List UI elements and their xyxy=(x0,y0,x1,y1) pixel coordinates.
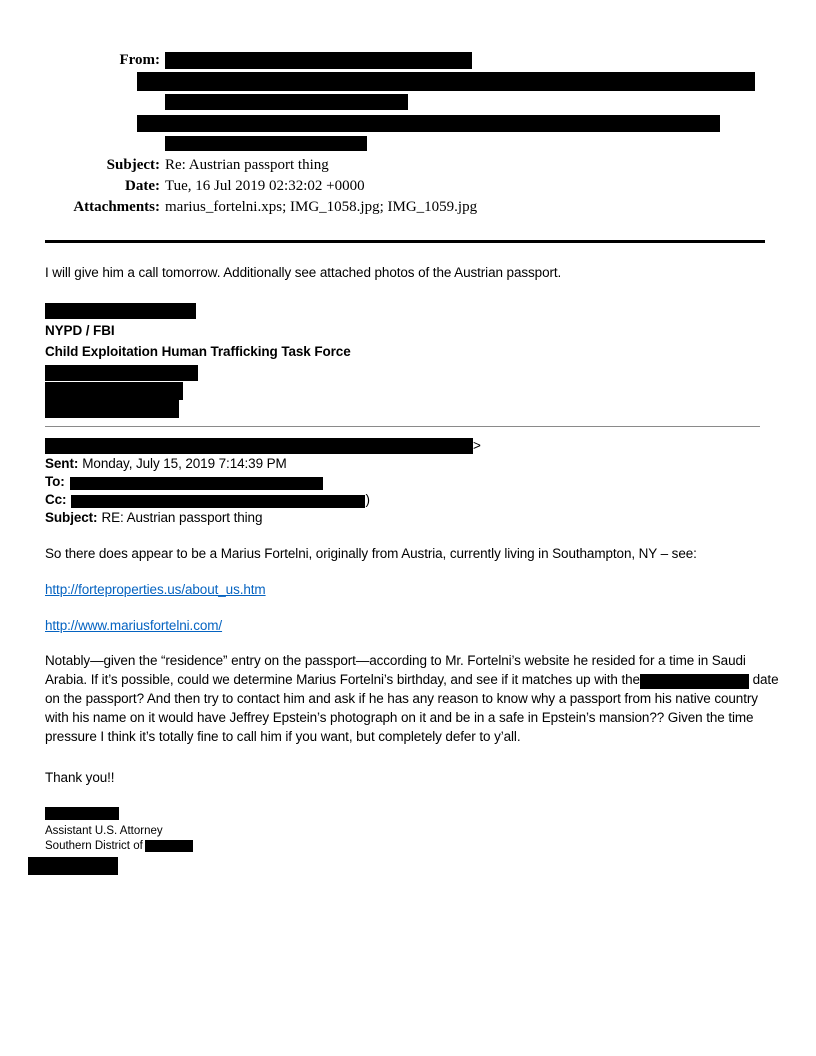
attorney-title: Assistant U.S. Attorney xyxy=(45,825,163,837)
quoted-from-redaction-bar xyxy=(45,438,473,454)
to-label: To: xyxy=(45,474,65,489)
header-row-redacted-2 xyxy=(40,92,816,113)
forteproperties-link[interactable]: http://forteproperties.us/about_us.htm xyxy=(45,582,266,597)
attorney-phone-redaction-bar xyxy=(28,857,118,875)
date-value: Tue, 16 Jul 2019 02:32:02 +0000 xyxy=(165,178,365,194)
thanks-text: Thank you!! xyxy=(45,770,115,785)
quoted-intro-paragraph: So there does appear to be a Marius Fortelni, originally from Austria, currently living in Southampton, NY – see: xyxy=(45,546,697,561)
attorney-name-redaction-bar xyxy=(45,807,119,820)
header-row-attachments xyxy=(40,197,816,218)
header-row-redacted-1 xyxy=(40,71,816,92)
signature-unit: Child Exploitation Human Trafficking Task Force xyxy=(45,344,351,359)
quoted-subject-value: RE: Austrian passport thing xyxy=(101,510,263,525)
header-redaction-bar-3 xyxy=(137,115,720,132)
mariusfortelni-link[interactable]: http://www.mariusfortelni.com/ xyxy=(45,618,223,633)
quoted-main-paragraph xyxy=(45,651,785,746)
header-row-subject xyxy=(40,155,816,176)
signature-redaction-bar-3 xyxy=(45,400,179,418)
quoted-from-line xyxy=(45,437,816,455)
signature-org: NYPD / FBI xyxy=(45,323,115,338)
cc-label: Cc: xyxy=(45,492,67,507)
from-label: From: xyxy=(119,52,160,68)
date-label: Date: xyxy=(125,178,160,194)
sent-label: Sent: xyxy=(45,456,79,471)
header-redaction-bar-4 xyxy=(165,136,367,151)
signature-redaction-bar-2 xyxy=(45,382,183,400)
link-line-2 xyxy=(45,616,816,635)
quoted-cc-line xyxy=(45,491,816,509)
quoted-to-line xyxy=(45,473,816,491)
to-redaction-bar xyxy=(70,477,323,490)
attachments-value: marius_fortelni.xps; IMG_1058.jpg; IMG_1059.jpg xyxy=(165,199,478,215)
quoted-email-divider xyxy=(45,426,760,427)
subject-label: Subject: xyxy=(106,157,160,173)
quoted-from-suffix: > xyxy=(473,438,481,453)
quoted-sent-line xyxy=(45,455,816,473)
header-row-redacted-3 xyxy=(40,113,816,134)
header-divider xyxy=(45,240,765,243)
from-redaction-bar xyxy=(165,52,472,69)
reply-body-text: I will give him a call tomorrow. Additionally see attached photos of the Austrian passport. xyxy=(45,265,562,280)
quoted-subject-line xyxy=(45,509,816,527)
header-redaction-bar-1 xyxy=(137,72,755,91)
cc-redaction-bar xyxy=(71,495,365,508)
birthdate-redaction-bar xyxy=(640,674,749,689)
reply-signature-block xyxy=(45,303,816,418)
main-paragraph-post-text: date on the passport? And then try to contact him and ask if he has any reason to know why a passport from his native country with his name on it would have Jeffrey Epstein’s photograph on it and be in a safe in Epstein’s mansion?? Given the time pressure I think it’s totally fine to call him if you want, but completely defer to y’all. xyxy=(45,672,779,744)
attachments-label: Attachments: xyxy=(73,199,160,215)
link-line-1 xyxy=(45,580,816,599)
cc-suffix: ) xyxy=(365,492,370,507)
header-row-from xyxy=(40,50,816,71)
quoted-subject-label: Subject: xyxy=(45,510,98,525)
mail-header xyxy=(40,50,816,218)
district-text: Southern District of xyxy=(45,839,143,852)
signer-name-redaction-bar xyxy=(45,303,196,319)
header-row-redacted-4 xyxy=(40,134,816,155)
header-redaction-bar-2 xyxy=(165,94,408,110)
main-paragraph-pre-text: Notably—given the “residence” entry on the passport—according to Mr. Fortelni’s website he resided for a time in Saudi Arabia. If it’s possible, could we determine Marius Fortelni’s birthday, and see if it matches up with the xyxy=(45,653,746,687)
signature-redaction-bar-1 xyxy=(45,365,198,381)
attorney-district-line xyxy=(45,839,816,854)
subject-value: Re: Austrian passport thing xyxy=(165,157,329,173)
district-redaction-bar xyxy=(145,840,193,852)
sent-value: Monday, July 15, 2019 7:14:39 PM xyxy=(82,456,287,471)
header-row-date xyxy=(40,176,816,197)
